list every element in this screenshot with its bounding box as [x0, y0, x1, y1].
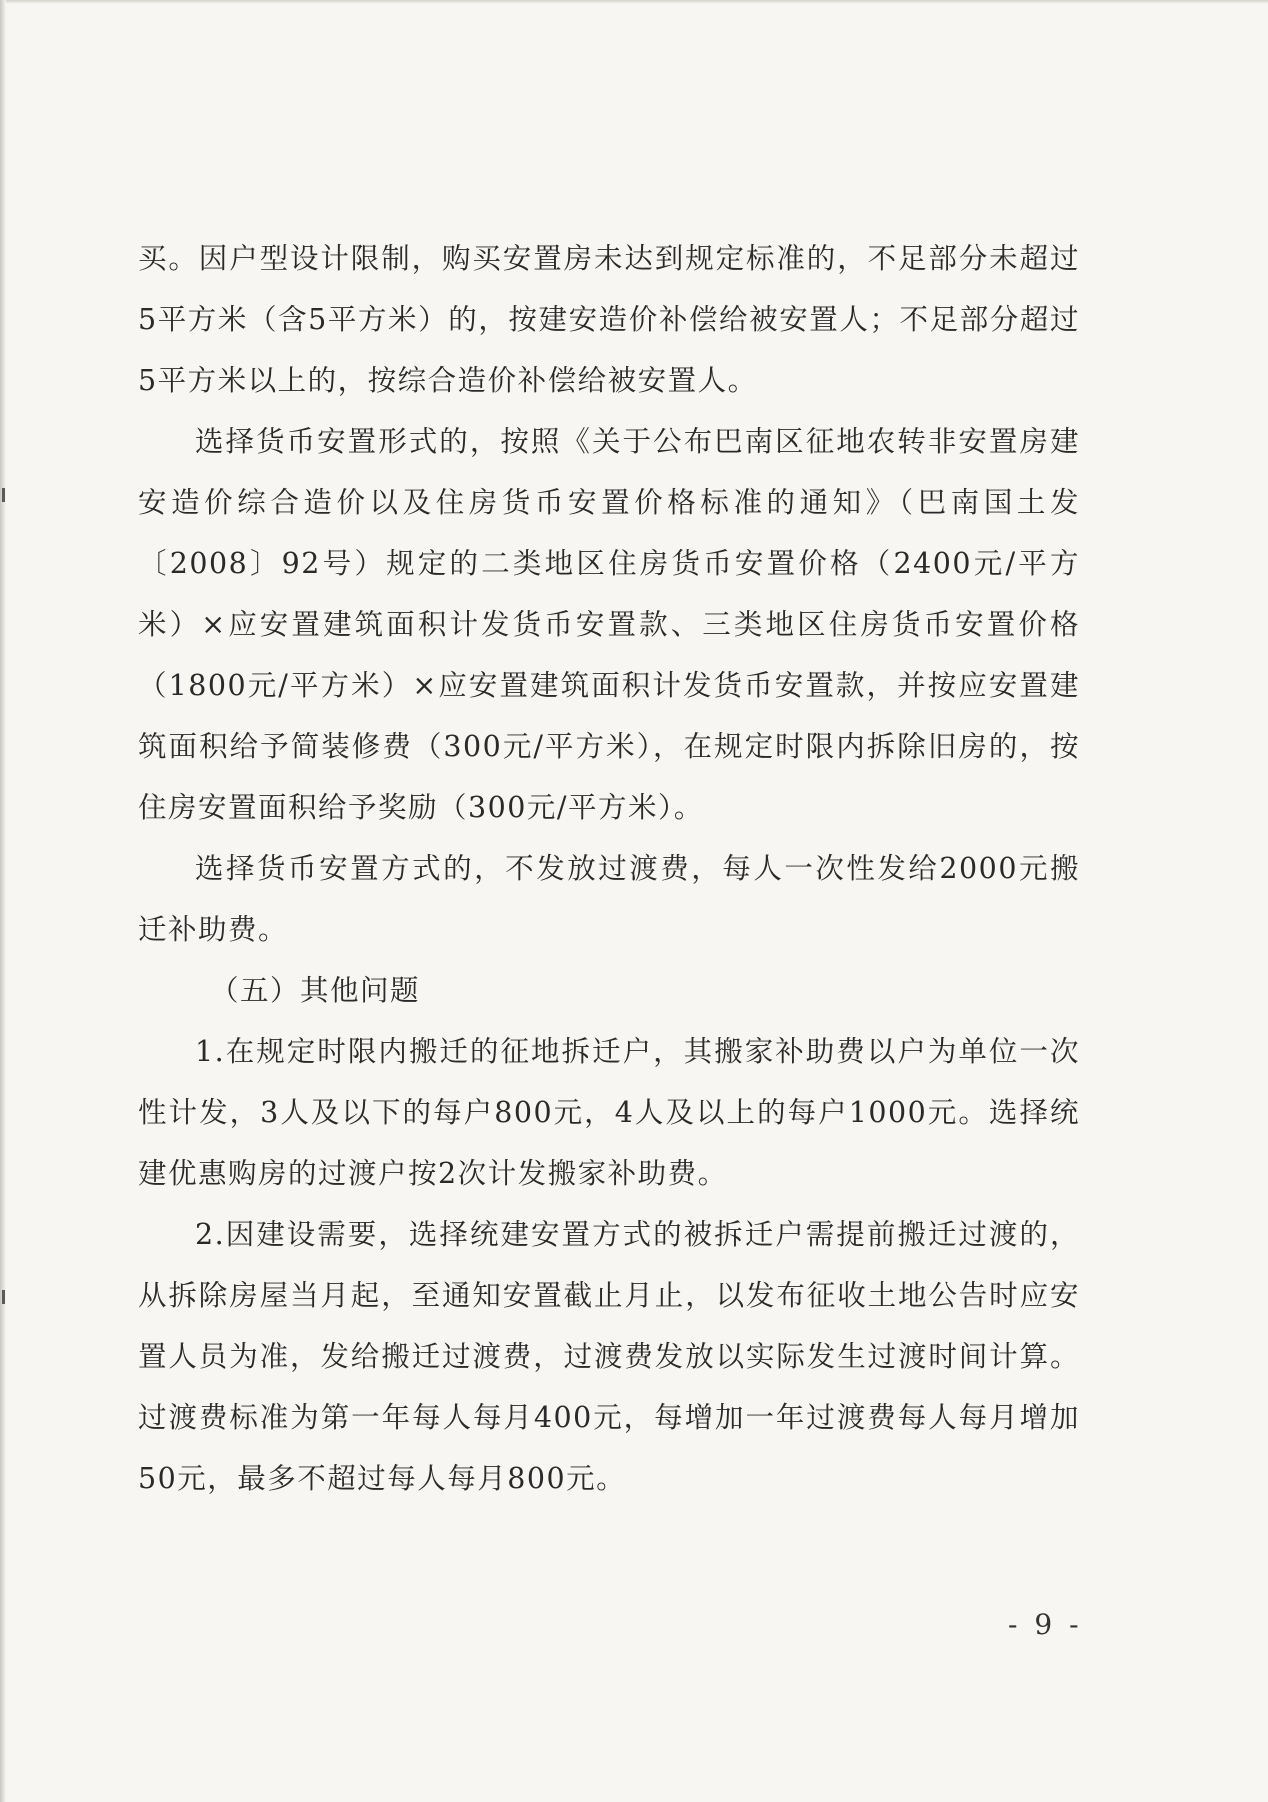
paragraph-moving-subsidy: 1.在规定时限内搬迁的征地拆迁户，其搬家补助费以户为单位一次性计发，3人及以下的每户800元，4人及以上的每户1000元。选择统建优惠购房的过渡户按2次计发搬家补助费。 [138, 1035, 1080, 1190]
section-heading-other-issues: （五）其他问题 [210, 974, 421, 1007]
scan-edge-left [0, 0, 6, 1802]
paragraph-relocation-subsidy: 选择货币安置方式的，不发放过渡费，每人一次性发给2000元搬迁补助费。 [138, 852, 1080, 946]
binding-mark [2, 488, 5, 502]
binding-mark [2, 1290, 5, 1304]
paragraph-placement-shortfall: 买。因户型设计限制，购买安置房未达到规定标准的，不足部分未超过5平方米（含5平方米）的，按建安造价补偿给被安置人；不足部分超过5平方米以上的，按综合造价补偿给被安置人。 [138, 242, 1080, 397]
scan-edge-top [0, 0, 1268, 4]
page-number: - 9 - [1008, 1608, 1083, 1641]
paragraph-transition-fee: 2.因建设需要，选择统建安置方式的被拆迁户需提前搬迁过渡的，从拆除房屋当月起，至通知安置截止月止，以发布征收土地公告时应安置人员为准，发给搬迁过渡费，过渡费发放以实际发生过渡时间计算。过渡费标准为第一年每人每月400元，每增加一年过渡费每人每月增加50元，最多不超过每人每月800元。 [138, 1218, 1080, 1495]
body-text [138, 228, 1080, 1509]
paragraph-monetary-placement: 选择货币安置形式的，按照《关于公布巴南区征地农转非安置房建安造价综合造价以及住房货币安置价格标准的通知》（巴南国土发〔2008〕92号）规定的二类地区住房货币安置价格（2400元/平方米）×应安置建筑面积计发货币安置款、三类地区住房货币安置价格（1800元/平方米）×应安置建筑面积计发货币安置款，并按应安置建筑面积给予简装修费（300元/平方米），在规定时限内拆除旧房的，按住房安置面积给予奖励（300元/平方米）。 [138, 425, 1080, 824]
